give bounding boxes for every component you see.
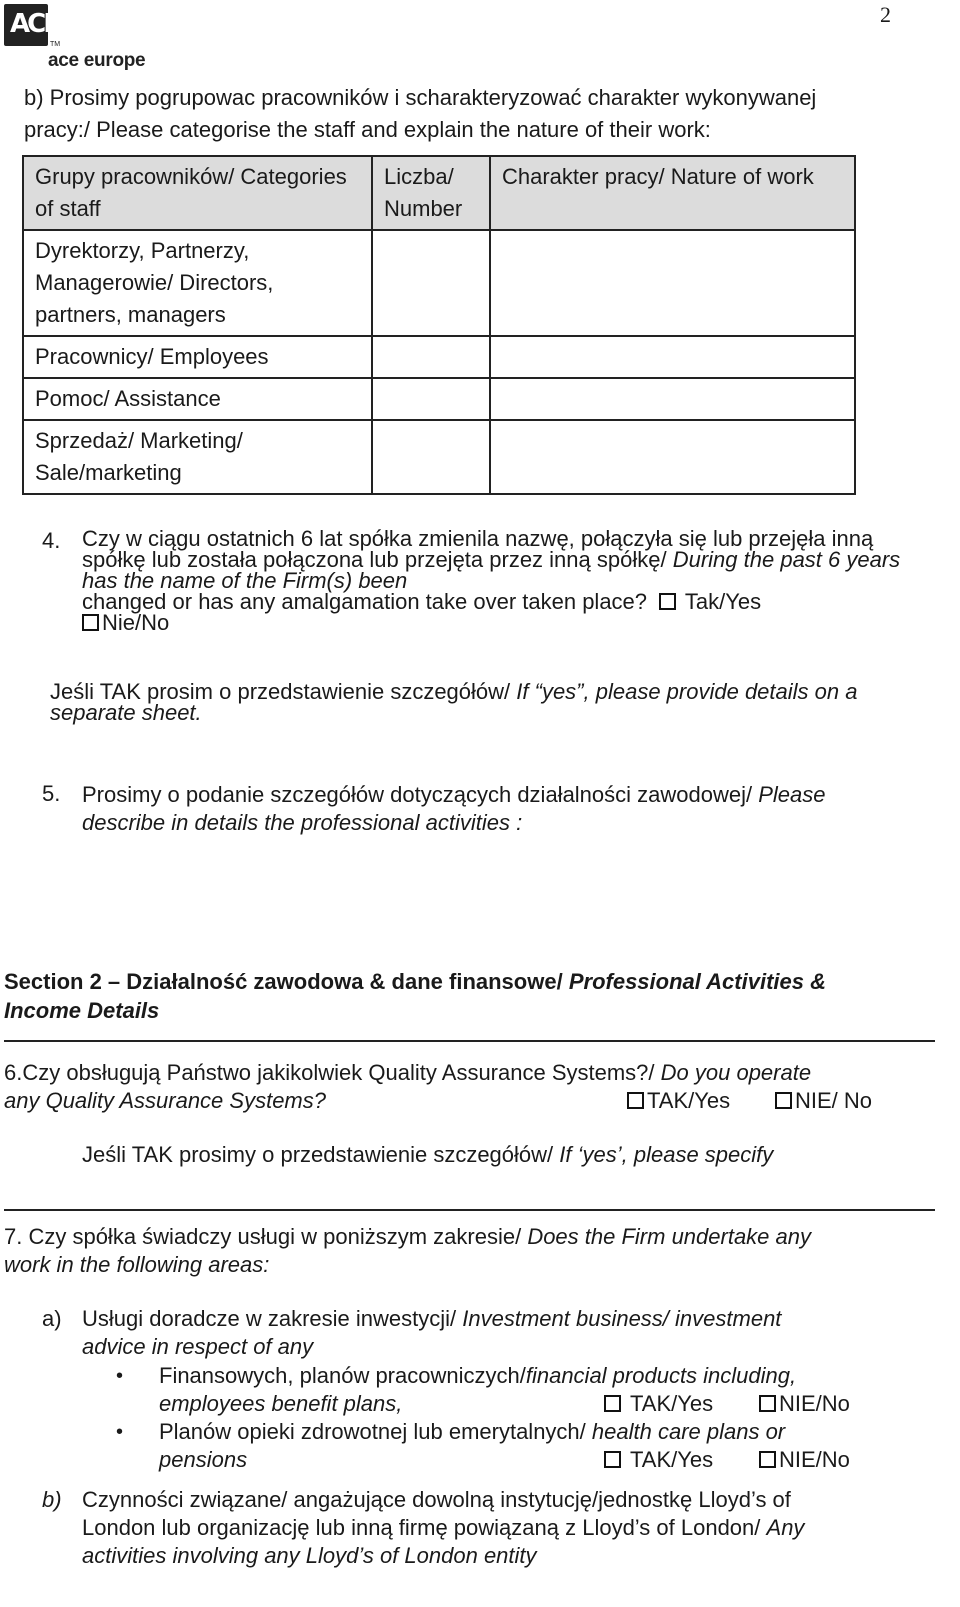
q4-yes-checkbox[interactable] [659,593,676,610]
q6-no-checkbox[interactable] [775,1092,792,1109]
q4-text-en: During the past 6 years has the name of the Firm(s) been [82,547,901,593]
q7b-line-2-pl: London lub organizację lub inną firmę powiązaną z Lloyd’s of London/ [82,1515,761,1540]
q6-yes-option[interactable] [627,1087,730,1115]
q6-text-pl: 6.Czy obsługują Państwo jakikolwiek Quality Assurance Systems?/ [4,1060,655,1085]
q5-text-pl: Prosimy o podanie szczegółów dotyczących działalności zawodowej/ [82,782,753,807]
table-row [23,378,855,420]
bullet-2-yes-label: TAK/Yes [630,1447,714,1472]
q7b-line-3: activities involving any Lloyd’s of London entity [82,1543,537,1568]
logo-trademark: TM [50,41,61,48]
q6-details-pl: Jeśli TAK prosimy o przedstawienie szczegółów/ [82,1142,554,1167]
header-nature: Charakter pracy/ Nature of work [490,156,855,230]
question-6 [4,1059,904,1115]
q6-yes-checkbox[interactable] [627,1092,644,1109]
q7a-text-pl: Usługi doradcze w zakresie inwestycji/ [82,1306,457,1331]
staff-intro [24,82,934,146]
q4-text-pl: Czy w ciągu ostatnich 6 lat spółka zmienila nazwę, połączyła się lub przejęła inną spółkę lub została połączona lub przejęta przez inną spółkę/ [82,526,874,572]
q5-text-en1: Please [758,782,826,807]
q7-text-en1: Does the Firm undertake any [527,1224,812,1249]
row-nature-cell[interactable] [490,230,855,336]
bullet-1-no-checkbox[interactable] [759,1395,776,1412]
question-4 [82,528,902,633]
q7b-line-1: Czynności związane/ angażujące dowolną instytucję/jednostkę Lloyd’s of [82,1487,791,1512]
q7b-text [82,1486,922,1570]
bullet-1-en1: financial products including, [525,1363,797,1388]
q7a-text [82,1305,902,1361]
row-category: Pomoc/ Assistance [23,378,372,420]
q4-details-en: If “yes”, please provide details on a separate sheet. [50,679,858,725]
header-categories: Grupy pracowników/ Categories of staff [23,156,372,230]
bullet-1-no-option[interactable] [759,1390,850,1418]
q5-number: 5. [42,781,61,806]
q7b-label: b) [42,1487,62,1512]
q7a-label: a) [42,1306,62,1331]
row-nature-cell[interactable] [490,336,855,378]
bullet-2-no-option[interactable] [759,1446,850,1474]
q6-yes-label: TAK/Yes [647,1088,731,1113]
bullet-2-no-checkbox[interactable] [759,1451,776,1468]
q4-no-label: Nie/No [102,610,170,635]
q4-text-en2: changed or has any amalgamation take over taken place? [82,589,648,614]
q7a-bullet-2 [116,1418,859,1474]
bullet-1-yes-option[interactable] [604,1390,713,1418]
row-category: Pracownicy/ Employees [23,336,372,378]
bullet-icon: • [116,1421,124,1443]
staff-table [22,155,856,495]
bullet-2-en1: health care plans or [591,1419,786,1444]
bullet-1-yes-label: TAK/Yes [630,1391,714,1416]
table-row [23,420,855,494]
row-nature-cell[interactable] [490,420,855,494]
header-number: Liczba/ Number [372,156,490,230]
table-row [23,230,855,336]
table-row [23,336,855,378]
bullet-2-no-label: NIE/No [779,1447,850,1472]
intro-line-1: b) Prosimy pogrupowac pracowników i scharakteryzować charakter wykonywanej [24,85,817,110]
q6-no-option[interactable] [775,1087,872,1115]
bullet-2-yes-option[interactable] [604,1446,713,1474]
q4-no-checkbox[interactable] [82,614,99,631]
q6-text-en1: Do you operate [660,1060,812,1085]
section-2-title-pl: Section 2 – Działalność zawodowa & dane finansowe/ [4,969,563,994]
row-number-cell[interactable] [372,336,490,378]
section-2-title-en2: Income Details [4,998,160,1023]
bullet-1-no-label: NIE/No [779,1391,850,1416]
row-number-cell[interactable] [372,230,490,336]
q7a-text-en2: advice in respect of any [82,1334,314,1359]
question-5 [82,781,922,837]
intro-line-2: pracy:/ Please categorise the staff and explain the nature of their work: [24,117,711,142]
q5-text-en2: describe in details the professional activities : [82,810,523,835]
question-7 [4,1223,904,1279]
q4-details-pl: Jeśli TAK prosim o przedstawienie szczegółów/ [50,679,511,704]
section-2-title-en1: Professional Activities & [568,969,826,994]
divider [4,1209,935,1211]
row-nature-cell[interactable] [490,378,855,420]
q6-details-en: If ‘yes’, please specify [559,1142,774,1167]
page-number: 2 [880,2,891,27]
q6-details [82,1141,922,1169]
q6-text-en2: any Quality Assurance Systems? [4,1088,326,1113]
q4-details [50,681,890,723]
q6-no-label: NIE/ No [795,1088,873,1113]
bullet-1-pl: Finansowych, planów pracowniczych/ [159,1363,526,1388]
q4-number: 4. [42,528,61,553]
bullet-2-yes-checkbox[interactable] [604,1451,621,1468]
bullet-2-pl: Planów opieki zdrowotnej lub emerytalnych/ [159,1419,586,1444]
bullet-1-yes-checkbox[interactable] [604,1395,621,1412]
row-category: Sprzedaż/ Marketing/ Sale/marketing [23,420,372,494]
bullet-icon: • [116,1365,124,1387]
row-number-cell[interactable] [372,420,490,494]
row-number-cell[interactable] [372,378,490,420]
divider [4,1040,935,1042]
logo-glyph: ACE [10,9,58,39]
q4-yes-label: Tak/Yes [684,589,762,614]
q7-text-en2: work in the following areas: [4,1252,270,1277]
row-category: Dyrektorzy, Partnerzy, Managerowie/ Directors, partners, managers [23,230,372,336]
bullet-1-en2: employees benefit plans, [159,1391,403,1416]
logo-text: ace europe [48,50,146,71]
q7b-line-2-en: Any [766,1515,805,1540]
q7a-text-en1: Investment business/ investment [462,1306,782,1331]
section-2-heading [4,967,934,1025]
table-header-row [23,156,855,230]
q7-text-pl: 7. Czy spółka świadczy usługi w poniższym zakresie/ [4,1224,522,1249]
bullet-2-en2: pensions [159,1447,248,1472]
q7a-bullet-1 [116,1362,859,1418]
